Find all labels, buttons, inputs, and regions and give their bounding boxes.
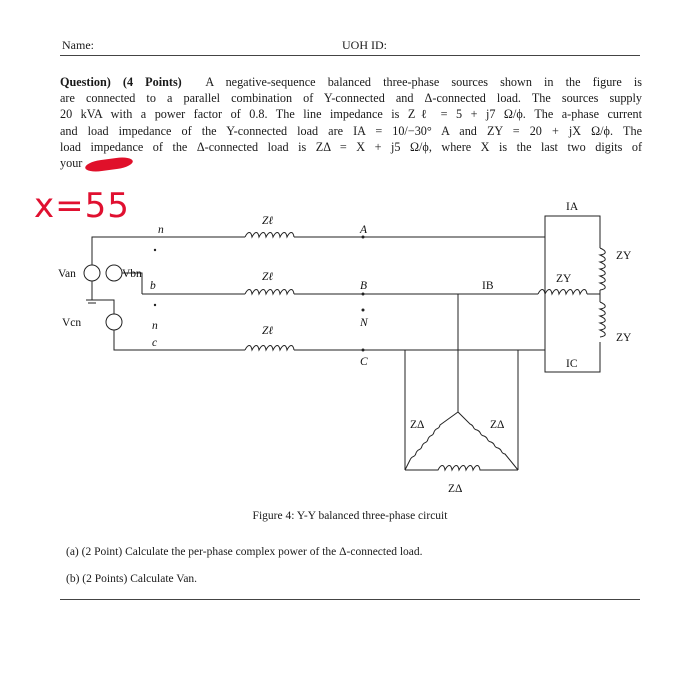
label-B: B bbox=[360, 280, 368, 292]
zl-top-coil bbox=[245, 233, 294, 238]
handwritten-note: x=55 bbox=[34, 186, 130, 226]
source-bn-circle bbox=[106, 265, 122, 281]
label-A: A bbox=[360, 224, 368, 236]
source-an-circle bbox=[84, 265, 100, 281]
zl-bottom-coil bbox=[245, 346, 294, 351]
question-line-3: 20 kVA with a power factor of 0.8. The line impedance is Zℓ = 5 + j7 Ω/ϕ. The a-phase current bbox=[60, 107, 642, 122]
question-line-6-text: your bbox=[60, 156, 83, 171]
wire-source-c bbox=[114, 330, 120, 350]
label-van: Van bbox=[58, 268, 76, 280]
label-N: N bbox=[360, 317, 368, 329]
label-zd-2: ZΔ bbox=[490, 419, 505, 431]
label-C: C bbox=[360, 356, 368, 368]
zd-bottom-coil bbox=[405, 466, 518, 471]
source-cn-circle bbox=[106, 314, 122, 330]
wire-A-right bbox=[294, 216, 600, 248]
wires-delta-feed bbox=[405, 294, 518, 470]
question-line-4: and load impedance of the Y-connected load are IA = 10/−30° A and ZY = 20 + jX Ω/ϕ. The bbox=[60, 123, 642, 138]
zd-right-coil bbox=[458, 412, 518, 470]
label-zd-3: ZΔ bbox=[448, 483, 463, 495]
wire-source-a bbox=[92, 237, 155, 265]
zy-mid-coil bbox=[538, 290, 600, 295]
question-line-2: are connected to a parallel combination of Y-connected and Δ-connected load. The sources supply bbox=[60, 91, 642, 106]
label-n-mid: n bbox=[152, 320, 158, 332]
label-b: b bbox=[150, 280, 156, 292]
question-title: Question) (4 Points) bbox=[60, 75, 182, 89]
name-label: Name: bbox=[62, 38, 94, 52]
label-c: c bbox=[152, 337, 158, 349]
uoh-id-label: UOH ID: bbox=[342, 38, 387, 52]
figure-caption: Figure 4: Y-Y balanced three-phase circuit bbox=[252, 510, 448, 522]
label-zl-3: Zℓ bbox=[262, 325, 274, 337]
label-zy-3: ZY bbox=[616, 332, 632, 344]
part-b: (b) (2 Points) Calculate Van. bbox=[66, 573, 198, 585]
label-zd-1: ZΔ bbox=[410, 419, 425, 431]
wire-C-right bbox=[294, 342, 600, 372]
label-vbn: Vbn bbox=[122, 268, 142, 280]
label-n-top: n bbox=[158, 224, 164, 236]
label-IA: IA bbox=[566, 201, 579, 213]
question-line-5: load impedance of the Δ-connected load is ZΔ = X + j5 Ω/ϕ, where X is the last two digits of bbox=[60, 139, 642, 154]
label-zl-2: Zℓ bbox=[262, 271, 274, 283]
footer-rule bbox=[60, 599, 640, 600]
label-IC: IC bbox=[566, 358, 578, 370]
part-a: (a) (2 Point) Calculate the per-phase complex power of the Δ-connected load. bbox=[66, 546, 423, 558]
label-IB: IB bbox=[482, 280, 494, 292]
question-line-1-text: A negative-sequence balanced three-phase sources shown in the figure is bbox=[205, 75, 643, 89]
label-zy-1: ZY bbox=[616, 250, 632, 262]
label-vcn: Vcn bbox=[62, 317, 82, 329]
label-zy-2: ZY bbox=[556, 273, 572, 285]
wire-neutral bbox=[92, 281, 114, 314]
zl-mid-coil bbox=[245, 290, 294, 295]
ground-mark bbox=[86, 300, 98, 303]
label-zl-1: Zℓ bbox=[262, 215, 274, 227]
zy-top-coil bbox=[600, 248, 605, 290]
zy-bottom-coil bbox=[600, 302, 605, 337]
